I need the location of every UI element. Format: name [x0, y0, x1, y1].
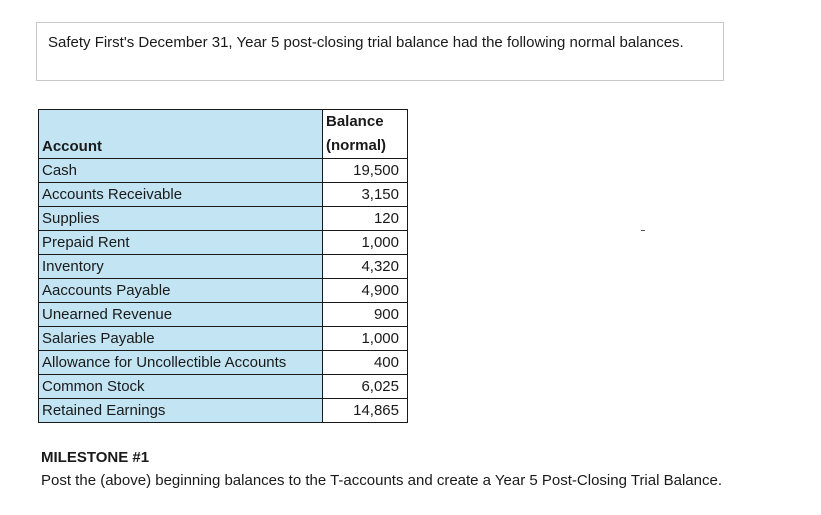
account-column-header: Account	[39, 110, 323, 159]
account-cell: Accounts Receivable	[39, 183, 323, 207]
balance-cell: 1,000	[323, 327, 408, 351]
milestone-title: MILESTONE #1	[41, 449, 150, 466]
balance-cell: 120	[323, 207, 408, 231]
table-row	[39, 159, 408, 183]
intro-text-box	[36, 22, 724, 81]
trial-balance-table	[38, 109, 408, 423]
table-row	[39, 231, 408, 255]
milestone-instructions: Post the (above) beginning balances to the T-accounts and create a Year 5 Post-Closing Trial Balance.	[41, 472, 722, 489]
table-row	[39, 399, 408, 423]
table-row	[39, 375, 408, 399]
balance-cell: 14,865	[323, 399, 408, 423]
account-cell: Aaccounts Payable	[39, 279, 323, 303]
intro-text: Safety First's December 31, Year 5 post-closing trial balance had the following normal balances.	[48, 34, 684, 51]
balance-cell: 4,320	[323, 255, 408, 279]
balance-cell: 3,150	[323, 183, 408, 207]
balance-column-header	[323, 110, 408, 159]
account-cell: Salaries Payable	[39, 327, 323, 351]
table-row	[39, 183, 408, 207]
account-cell: Unearned Revenue	[39, 303, 323, 327]
table-row	[39, 255, 408, 279]
account-cell: Retained Earnings	[39, 399, 323, 423]
balance-cell: 1,000	[323, 231, 408, 255]
account-cell: Inventory	[39, 255, 323, 279]
balance-cell: 19,500	[323, 159, 408, 183]
account-cell: Common Stock	[39, 375, 323, 399]
account-cell: Cash	[39, 159, 323, 183]
account-cell: Allowance for Uncollectible Accounts	[39, 351, 323, 375]
account-cell: Supplies	[39, 207, 323, 231]
account-cell: Prepaid Rent	[39, 231, 323, 255]
balance-header-line2: (normal)	[326, 137, 386, 154]
balance-cell: 900	[323, 303, 408, 327]
table-row	[39, 351, 408, 375]
balance-header-line1: Balance	[326, 113, 384, 130]
stray-dash-mark	[641, 230, 645, 231]
table-row	[39, 279, 408, 303]
table-row	[39, 327, 408, 351]
balance-cell: 6,025	[323, 375, 408, 399]
table-header-row	[39, 110, 408, 159]
balance-cell: 4,900	[323, 279, 408, 303]
balance-cell: 400	[323, 351, 408, 375]
table-row	[39, 207, 408, 231]
table-row	[39, 303, 408, 327]
